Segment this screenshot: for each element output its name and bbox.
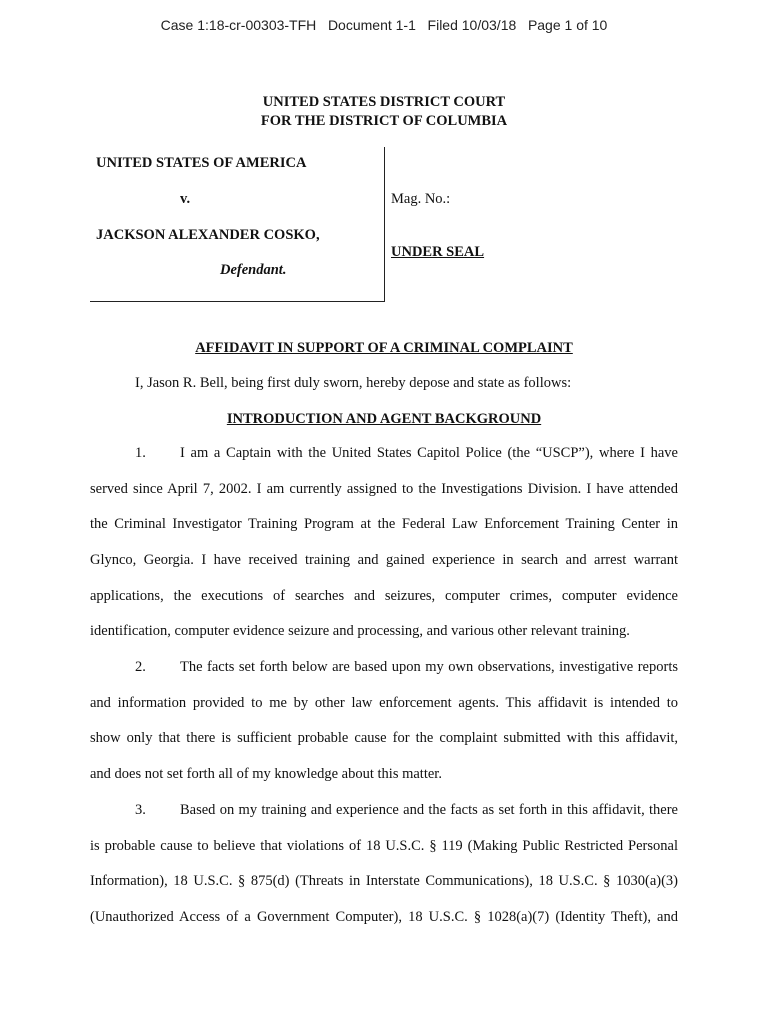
paragraph-3 [90, 793, 678, 936]
paragraph-line: is probable cause to believe that violations of 18 U.S.C. § 119 (Making Public Restricted Personal [90, 837, 678, 854]
paragraph-line: and does not set forth all of my knowledge about this matter. [90, 766, 442, 783]
paragraph-number: 2. [135, 659, 146, 675]
paragraph-line: the Criminal Investigator Training Program at the Federal Law Enforcement Training Center in [90, 516, 678, 533]
paragraph-line: Based on my training and experience and the facts as set forth in this affidavit, there [180, 802, 678, 818]
paragraph-line: and information provided to me by other law enforcement agents. This affidavit is intended to [90, 694, 678, 711]
caption-versus: v. [180, 191, 191, 207]
paragraph-line: (Unauthorized Access of a Government Computer), 18 U.S.C. § 1028(a)(7) (Identity Theft), and [90, 909, 678, 926]
paragraph-line: Glynco, Georgia. I have received training and gained experience in search and arrest warrant [90, 552, 678, 569]
caption-plaintiff: UNITED STATES OF AMERICA [96, 155, 307, 171]
court-line-2: FOR THE DISTRICT OF COLUMBIA [260, 113, 508, 129]
caption-defendant-name: JACKSON ALEXANDER COSKO, [96, 227, 320, 243]
intro-sentence: I, Jason R. Bell, being first duly sworn, hereby depose and state as follows: [135, 375, 572, 391]
section-heading: INTRODUCTION AND AGENT BACKGROUND [226, 411, 542, 427]
paragraph-line: The facts set forth below are based upon my own observations, investigative reports [180, 659, 678, 675]
court-name [0, 93, 768, 131]
paragraph-number: 3. [135, 802, 146, 818]
paragraph-line: identification, computer evidence seizure and processing, and various other relevant training. [90, 623, 630, 640]
paragraph-line: served since April 7, 2002. I am currently assigned to the Investigations Division. I have attended [90, 480, 678, 497]
mag-number-label: Mag. No.: [391, 191, 451, 207]
under-seal-label: UNDER SEAL [391, 244, 485, 260]
paragraph-line: applications, the executions of searches and seizures, computer crimes, computer evidence [90, 587, 678, 604]
court-line-1: UNITED STATES DISTRICT COURT [262, 94, 506, 110]
paragraph-line: Information), 18 U.S.C. § 875(d) (Threats in Interstate Communications), 18 U.S.C. § 1030(a)(3) [90, 873, 678, 890]
paragraph-line: I am a Captain with the United States Capitol Police (the “USCP”), where I have [180, 445, 678, 461]
caption-defendant-label: Defendant. [220, 262, 287, 278]
document-header: Case 1:18-cr-00303-TFH Document 1-1 Filed 10/03/18 Page 1 of 10 [160, 17, 608, 33]
paragraph-1 [90, 436, 678, 650]
paragraph-2 [90, 650, 678, 793]
paragraph-line: show only that there is sufficient probable cause for the complaint submitted with this affidavit, [90, 730, 678, 747]
affidavit-title: AFFIDAVIT IN SUPPORT OF A CRIMINAL COMPLAINT [195, 340, 573, 356]
paragraph-number: 1. [135, 445, 146, 461]
